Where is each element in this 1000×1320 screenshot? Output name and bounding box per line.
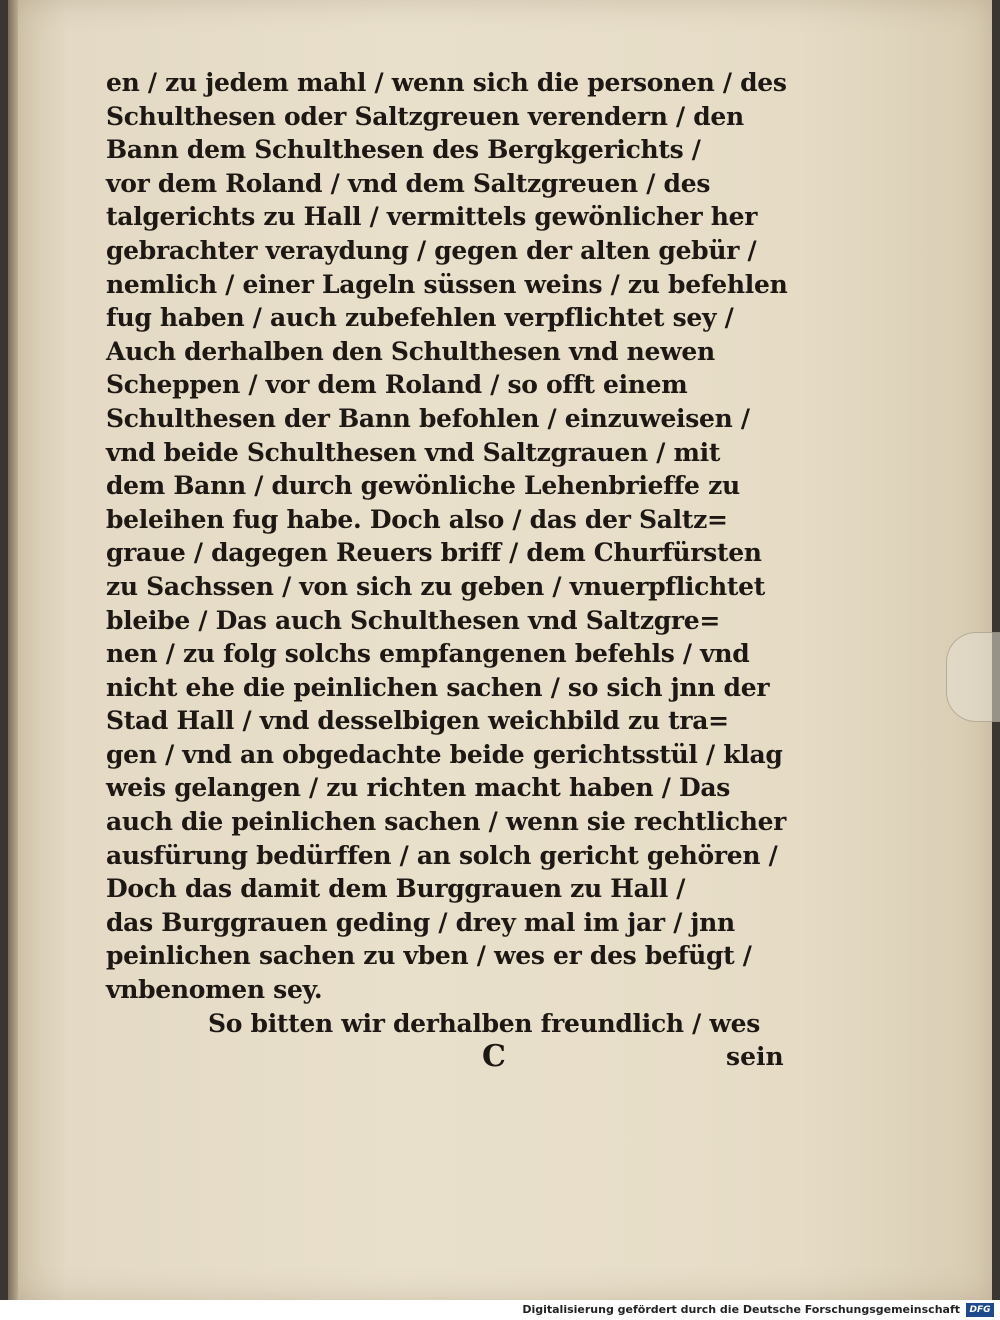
text-line: vor dem Roland / vnd dem Saltzgreuen / des [106, 168, 711, 198]
text-line: bleibe / Das auch Schulthesen vnd Saltzgre= [106, 605, 721, 635]
text-line: gebrachter veraydung / gegen der alten gebür / [106, 235, 757, 265]
text-line: Stad Hall / vnd desselbigen weichbild zu tra= [106, 706, 729, 736]
text-line: das Burggrauen geding / drey mal im jar / jnn [106, 907, 735, 937]
text-line: vnd beide Schulthesen vnd Saltzgrauen / mit [106, 437, 721, 467]
text-line: Auch derhalben den Schulthesen vnd newen [106, 336, 715, 366]
text-line: dem Bann / durch gewönliche Lehenbrieffe zu [106, 471, 740, 501]
paragraph-line: So bitten wir derhalben freundlich / wes [208, 1008, 760, 1038]
text-line: auch die peinlichen sachen / wenn sie rechtlicher [106, 807, 787, 837]
text-line: zu Sachssen / von sich zu geben / vnuerpflichtet [106, 571, 766, 601]
clip-tab [946, 632, 1000, 722]
funding-credit: Digitalisierung gefördert durch die Deutsche Forschungsgemeinschaft [522, 1303, 960, 1316]
text-line: fug haben / auch zubefehlen verpflichtet sey / [106, 303, 734, 333]
page-text-block [106, 66, 786, 1074]
page-foot [106, 1040, 786, 1074]
text-line: gen / vnd an obgedachte beide gerichtsstül / klag [106, 739, 783, 769]
text-line: graue / dagegen Reuers briff / dem Churfürsten [106, 538, 762, 568]
digitization-footer [0, 1300, 1000, 1320]
text-line: Bann dem Schulthesen des Bergkgerichts / [106, 135, 701, 165]
text-line: ausfürung bedürffen / an solch gericht gehören / [106, 840, 778, 870]
text-line: beleihen fug habe. Doch also / das der Saltz= [106, 504, 728, 534]
catchword: sein [726, 1042, 784, 1072]
page-gutter-edge [8, 0, 18, 1300]
text-line: Schulthesen der Bann befohlen / einzuweisen / [106, 403, 750, 433]
text-line: en / zu jedem mahl / wenn sich die personen / des [106, 68, 787, 97]
text-line: Doch das damit dem Burggrauen zu Hall / [106, 874, 686, 904]
text-line: peinlichen sachen zu vben / wes er des befügt / [106, 941, 752, 971]
text-line: talgerichts zu Hall / vermittels gewönlicher her [106, 202, 758, 232]
text-line: vnbenomen sey. [106, 975, 323, 1005]
text-line: nemlich / einer Lageln süssen weins / zu befehlen [106, 269, 788, 299]
book-page [8, 0, 992, 1300]
signature-mark: C [482, 1039, 506, 1075]
text-line: weis gelangen / zu richten macht haben / Das [106, 773, 731, 803]
dfg-logo-icon: DFG [966, 1303, 994, 1317]
text-line: nicht ehe die peinlichen sachen / so sich jnn der [106, 672, 770, 702]
text-line: nen / zu folg solchs empfangenen befehls / vnd [106, 639, 750, 669]
text-line: Schulthesen oder Saltzgreuen verendern / den [106, 101, 744, 131]
text-line: Scheppen / vor dem Roland / so offt einem [106, 370, 688, 400]
